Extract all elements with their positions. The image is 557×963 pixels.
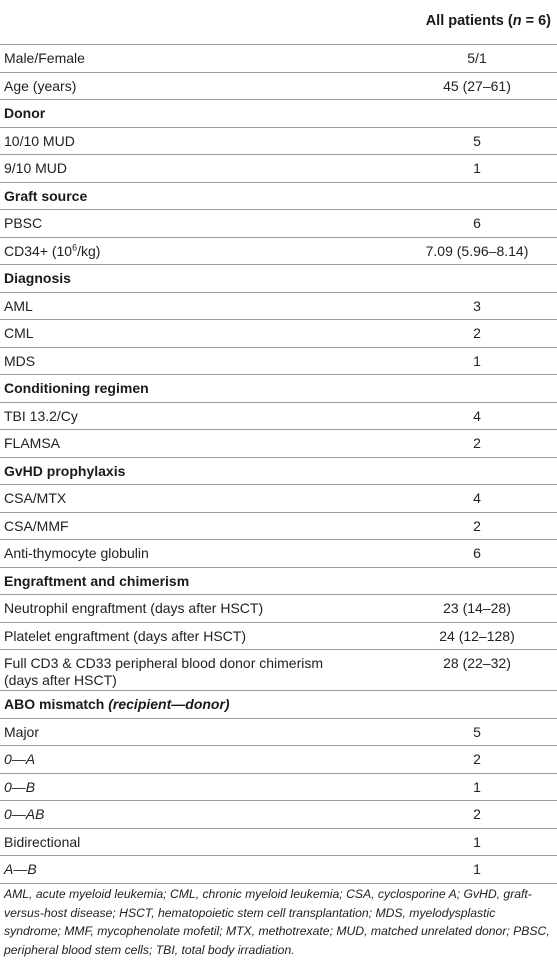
table-row: FLAMSA 2 [4, 435, 481, 451]
section-heading: Donor [4, 105, 46, 121]
table-row: Platelet engraftment (days after HSCT) 24 (12–128) [4, 627, 515, 644]
table-row: Full CD3 & CD33 peripheral blood donor chimerism (days after HSCT) 28 (22–32) [4, 655, 511, 688]
table-row: 9/10 MUD 1 [4, 160, 481, 176]
table-row: 10/10 MUD 5 [4, 132, 481, 149]
table-footnote: AML, acute myeloid leukemia; CML, chronic myeloid leukemia; CSA, cyclosporine A; GvHD, graft-versus-host disease; HSCT, hematopoietic stem cell transplantation; MDS, myelodysplastic syndrome; MMF, mycophenolate mofetil; MTX, methotrexate; MUD, matched unrelated donor; PBSC, peripheral blood stem cells; TBI, total body irradiation. [4, 887, 550, 958]
section-heading: Conditioning regimen [4, 380, 149, 396]
table-row: Age (years) 45 (27–61) [4, 77, 511, 94]
table-row: CSA/MMF 2 [4, 517, 481, 534]
section-heading: Engraftment and chimerism [4, 572, 190, 589]
table-row: A—B 1 [4, 861, 481, 877]
table-row: Major 5 [4, 723, 481, 740]
table-row: 0—AB 2 [4, 806, 481, 822]
table-bottom-rule [0, 883, 557, 884]
table-row: Neutrophil engraftment (days after HSCT) 23 (14–28) [4, 600, 511, 616]
table-row: CML 2 [4, 325, 481, 341]
section-heading: GvHD prophylaxis [4, 462, 126, 479]
table-row: Bidirectional 1 [4, 833, 481, 850]
table-header [0, 0, 557, 44]
table-row: 0—A 2 [4, 751, 481, 767]
table-row: MDS 1 [4, 352, 481, 369]
table-row: $CD34+ (10^6/kg)$ 7.09 (5.96–8.14) [4, 241, 529, 259]
section-heading: Diagnosis [4, 270, 71, 286]
table-row: Male/Female 5/1 [4, 50, 487, 66]
table-row: TBI 13.2/Cy 4 [4, 407, 481, 424]
column-header-all-patients: All patients (n = 6) [425, 13, 551, 29]
table-row: CSA/MTX 4 [4, 490, 481, 506]
section-heading: ABO mismatch (recipient—donor) [4, 696, 230, 712]
table-row: Anti-thymocyte globulin 6 [4, 545, 481, 561]
table-row: PBSC 6 [4, 215, 481, 231]
table-row: AML 3 [4, 297, 481, 314]
table-row: 0—B 1 [4, 778, 481, 795]
section-heading: Graft source [4, 187, 88, 204]
